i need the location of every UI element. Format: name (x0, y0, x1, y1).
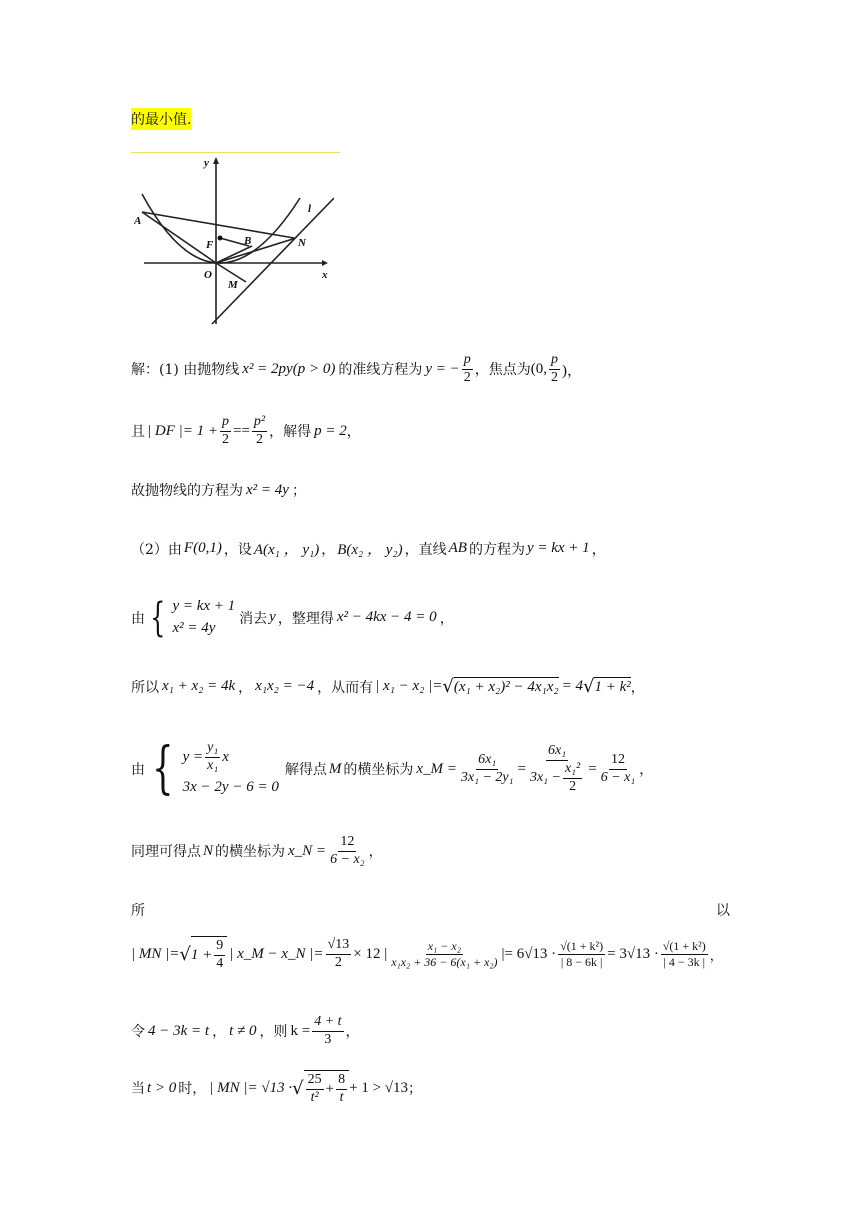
x-arrow (322, 260, 328, 266)
heading-fragment: 的最小值. (131, 108, 191, 130)
label-y: y (204, 157, 209, 169)
label-A: A (134, 215, 142, 227)
y-arrow (213, 157, 219, 164)
label-F: F (206, 239, 214, 251)
solution-line-9-right: 以 (716, 903, 730, 919)
solution-line-4: （2）由 F(0,1) ，设 A(x₁ ， y₁) ， B(x₂ ， y₂) ，直线 AB 的方程为 y = kx + 1 ， (131, 540, 606, 558)
label-O: O (204, 269, 212, 281)
label-x: x (322, 269, 328, 281)
solution-line-3: 故抛物线的方程为 x² = 4y ； (131, 481, 306, 499)
solution-line-11: 令 4 − 3k = t ， t ≠ 0 ，则 k = $\frac{4 + t}{3}$ ， (131, 1014, 360, 1047)
solution-line-6: 所以 x₁ + x₂ = 4k ， x₁x₂ = −4 ，从而有 | x₁ − x₂ |= √ (x₁ + x₂)² − 4x₁x₂ = 4 √ 1 + k² ， (131, 676, 645, 697)
solution-line-5: 由 { y = kx + 1 x² = 4y 消去 y ，整理得 x² − 4kx − 4 = 0 ， (131, 594, 454, 641)
parabola-figure (134, 154, 334, 328)
focus-point (218, 236, 223, 241)
label-l: l (308, 203, 312, 215)
chord-AB (142, 212, 294, 238)
divider (131, 152, 340, 153)
solution-line-9-left: 所 (131, 903, 145, 919)
solution-line-7: 由 { y = $\frac{\text{y₁}}{\text{x₁}}$ x 3x − 2y − 6 = 0 解得点 M 的横坐标为 x_M = $\frac{\text{6x₁}}{\text{3x₁ − 2y₁}}$ = 6x₁ 3x₁ − $\frac{\text{x₁²}}{2}$ = $\frac{12}{\text{6 − x₁}}$ ， (131, 736, 654, 802)
solution-line-8: 同理可得点 N 的横坐标为 x_N = $\frac{12}{\text{6 − x₂}}$ ， (131, 834, 383, 867)
line-AO (142, 212, 216, 263)
solution-line-1: 解：(1) 由抛物线 x² = 2py(p > 0) 的准线方程为 y = − $\frac{p}{2}$ ，焦点为 (0, $\frac{p}{2}$ )， (131, 352, 582, 385)
label-B: B (244, 235, 252, 247)
label-N: N (298, 237, 306, 249)
label-M: M (228, 279, 238, 291)
solution-line-2: 且 | DF |= 1 + $\frac{p}{2}$ == $\frac{\text{p²}}{2}$ ，解得 p = 2 ， (131, 414, 361, 447)
solution-line-10: | MN |= √ 1 + $\frac{9}{4}$ | x_M − x_N |= $\frac{√13}{2}$ × 12 | $\frac{\text{x₁ − x₂}}{\text{x₁x₂ + 36 − 6(x₁ + x₂)}}$ |= 6√13 · $\frac{\text{√(1 + k²)}}{| 8 - 6k |}$ = 3√13 · $\frac{\text{√(1 + k²)}}{| 4 - 3k |}$ ， (131, 937, 723, 971)
solution-line-12: 当 t > 0 时， | MN |= √13 · √ $\frac{25}{\text{t²}}$ + $\frac{8}{t}$ + 1 > √13 ； (131, 1072, 423, 1105)
